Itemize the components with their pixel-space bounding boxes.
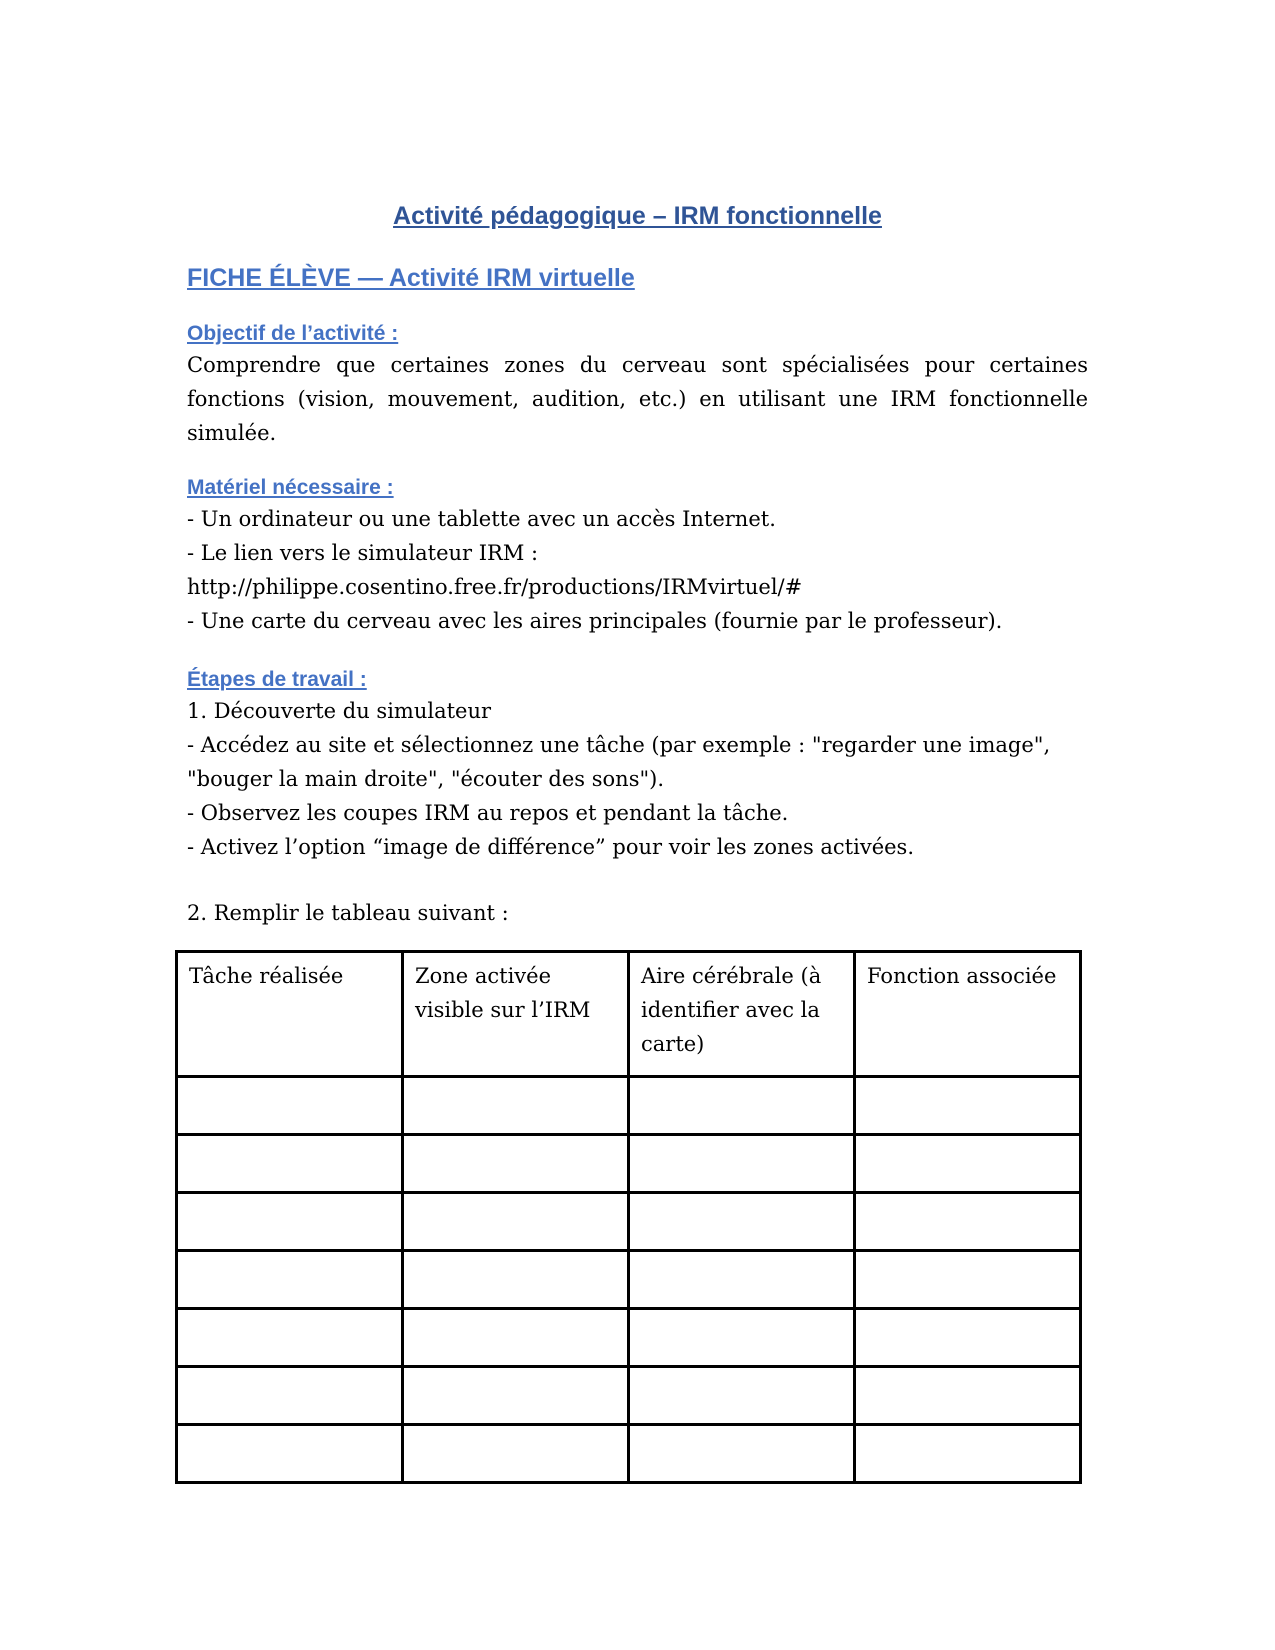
- table-row: [177, 1367, 1081, 1425]
- materials-line: - Une carte du cerveau avec les aires principales (fournie par le professeur).: [187, 609, 1003, 633]
- table-cell[interactable]: [855, 1425, 1081, 1483]
- table-cell[interactable]: [403, 1077, 629, 1135]
- table-row: [177, 1251, 1081, 1309]
- table-cell[interactable]: [403, 1193, 629, 1251]
- table-row: [177, 1309, 1081, 1367]
- table-cell[interactable]: [177, 1309, 403, 1367]
- table-cell[interactable]: [403, 1309, 629, 1367]
- steps-heading: Étapes de travail :: [187, 668, 367, 691]
- table-cell[interactable]: [177, 1367, 403, 1425]
- table-cell[interactable]: [629, 1193, 855, 1251]
- step-2-instruction: 2. Remplir le tableau suivant :: [187, 901, 509, 925]
- table-cell[interactable]: [629, 1077, 855, 1135]
- header-cell-task: Tâche réalisée: [177, 952, 403, 1077]
- table-cell[interactable]: [629, 1309, 855, 1367]
- table-cell[interactable]: [855, 1309, 1081, 1367]
- table-cell[interactable]: [177, 1425, 403, 1483]
- materials-line: - Le lien vers le simulateur IRM :: [187, 541, 539, 565]
- table-row: [177, 1135, 1081, 1193]
- table-cell[interactable]: [855, 1135, 1081, 1193]
- table-cell[interactable]: [855, 1077, 1081, 1135]
- table-cell[interactable]: [403, 1367, 629, 1425]
- table-cell[interactable]: [177, 1193, 403, 1251]
- table-cell[interactable]: [855, 1251, 1081, 1309]
- steps-list: [187, 694, 1088, 864]
- table-cell[interactable]: [855, 1193, 1081, 1251]
- results-table: [175, 950, 1082, 1484]
- table-cell[interactable]: [855, 1367, 1081, 1425]
- materials-list: [187, 502, 1088, 638]
- sheet-title: FICHE ÉLÈVE — Activité IRM virtuelle: [187, 264, 635, 292]
- table-cell[interactable]: [177, 1135, 403, 1193]
- step-line: - Observez les coupes IRM au repos et pendant la tâche.: [187, 801, 789, 825]
- header-cell-area: Aire cérébrale (à identifier avec la carte): [629, 952, 855, 1077]
- table-cell[interactable]: [629, 1367, 855, 1425]
- table-cell[interactable]: [177, 1077, 403, 1135]
- materials-heading: Matériel nécessaire :: [187, 476, 394, 499]
- table-row: [177, 1077, 1081, 1135]
- table-cell[interactable]: [403, 1425, 629, 1483]
- objective-text: Comprendre que certaines zones du cerveau sont spécialisées pour certaines fonctions (vision, mouvement, audition, etc.) en utilisant une IRM fonctionnelle simulée.: [187, 353, 1088, 445]
- objective-heading: Objectif de l’activité :: [187, 322, 399, 345]
- table-cell[interactable]: [403, 1251, 629, 1309]
- step-line: - Activez l’option “image de différence” pour voir les zones activées.: [187, 835, 915, 859]
- table-header-row: [177, 952, 1081, 1077]
- document-title: Activité pédagogique – IRM fonctionnelle: [393, 202, 882, 230]
- step-line: "bouger la main droite", "écouter des sons").: [187, 767, 665, 791]
- table-row: [177, 1193, 1081, 1251]
- step-line: 1. Découverte du simulateur: [187, 699, 492, 723]
- table-cell[interactable]: [629, 1425, 855, 1483]
- header-cell-function: Fonction associée: [855, 952, 1081, 1077]
- table-cell[interactable]: [629, 1251, 855, 1309]
- step-line: - Accédez au site et sélectionnez une tâche (par exemple : "regarder une image",: [187, 733, 1051, 757]
- table-cell[interactable]: [403, 1135, 629, 1193]
- table-row: [177, 1425, 1081, 1483]
- simulator-link[interactable]: http://philippe.cosentino.free.fr/productions/IRMvirtuel/#: [187, 575, 803, 599]
- header-cell-zone: Zone activée visible sur l’IRM: [403, 952, 629, 1077]
- materials-line: - Un ordinateur ou une tablette avec un accès Internet.: [187, 507, 776, 531]
- table-cell[interactable]: [629, 1135, 855, 1193]
- table-cell[interactable]: [177, 1251, 403, 1309]
